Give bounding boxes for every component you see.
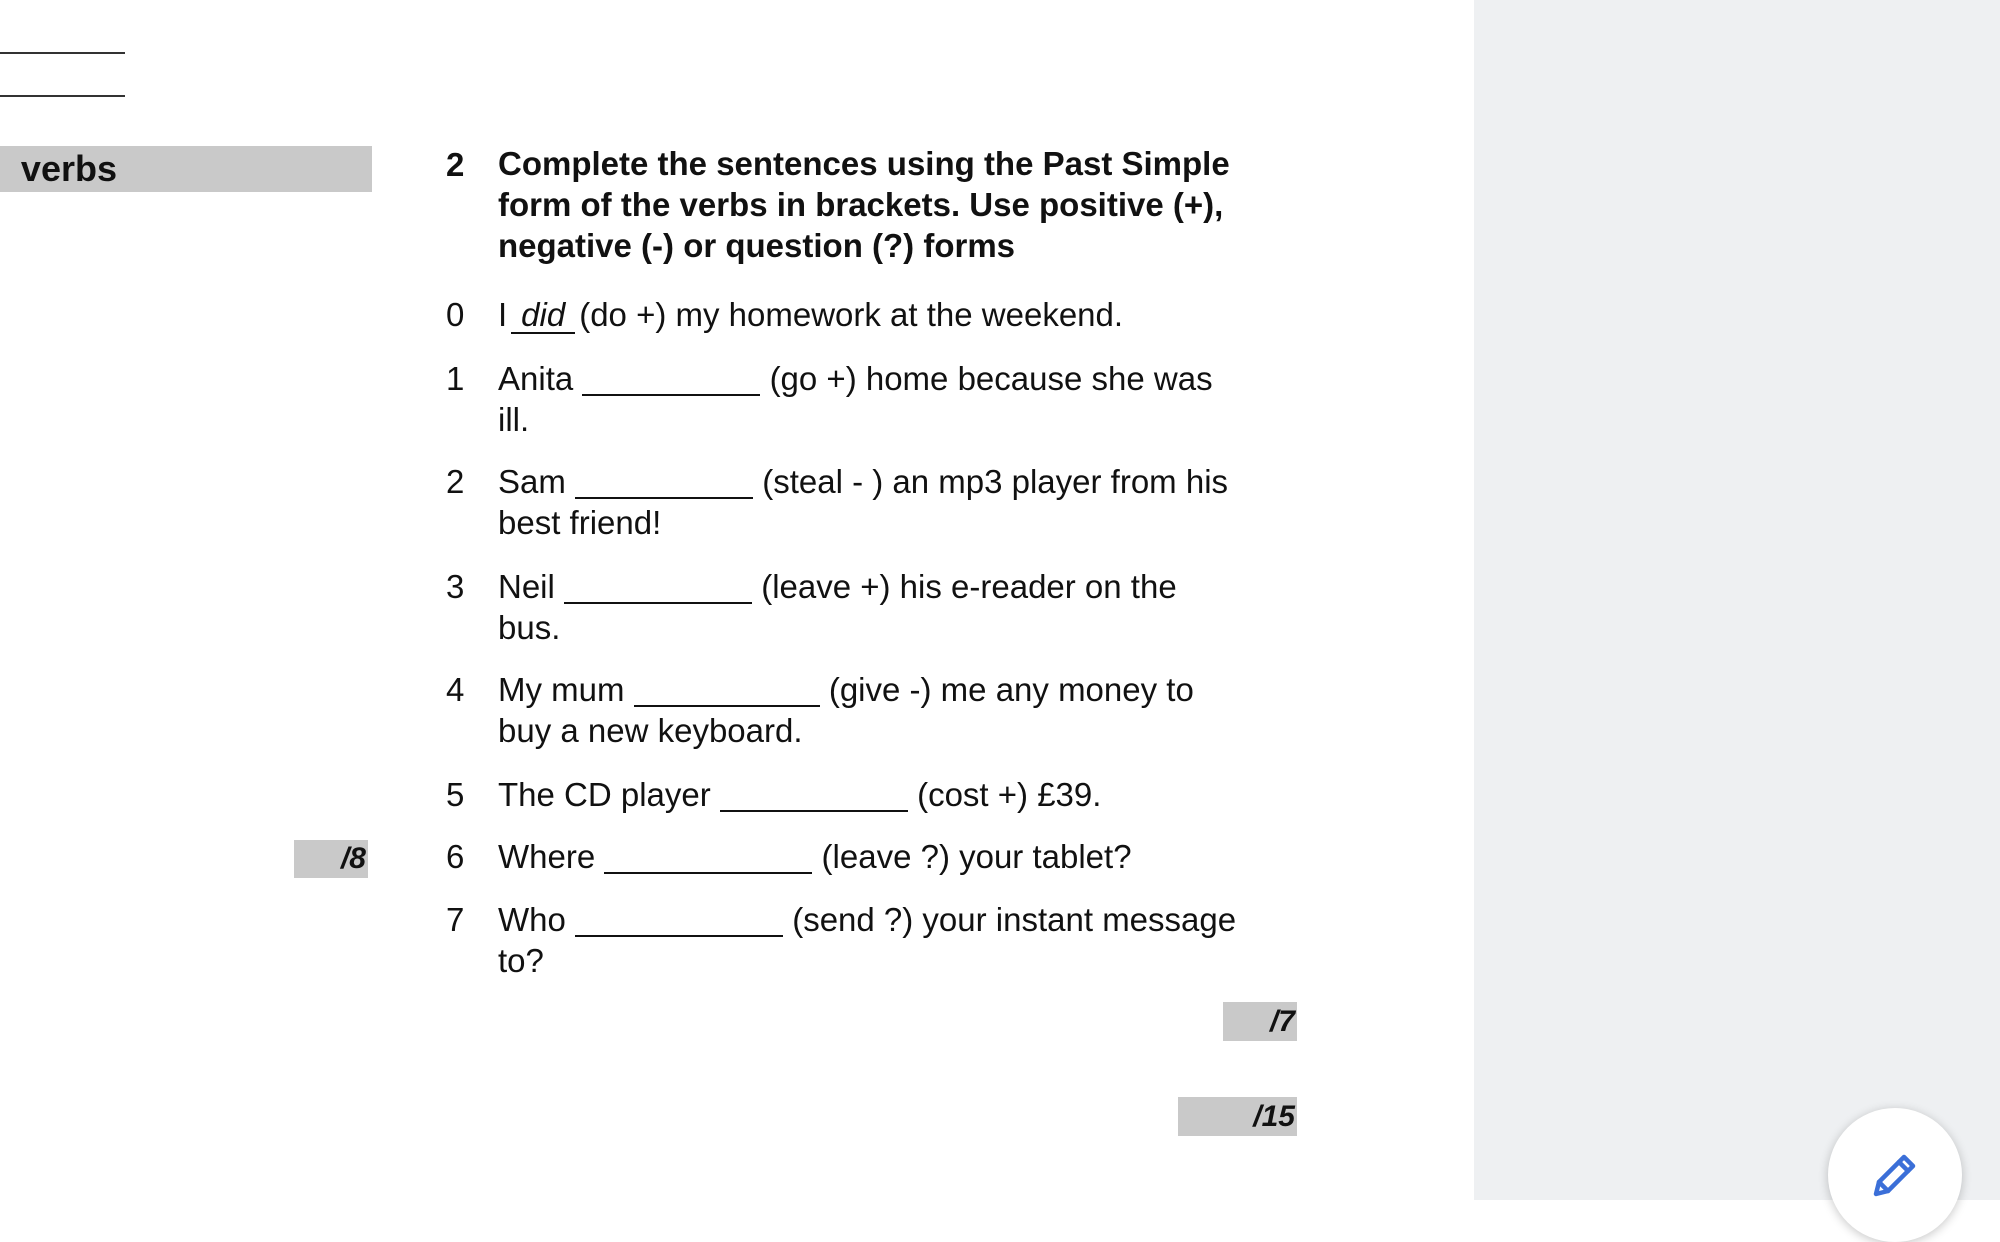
item-rest: (cost +) £39. — [917, 776, 1102, 813]
item-text — [498, 836, 1132, 877]
viewer-side-panel — [1474, 0, 2000, 1200]
answer-blank[interactable] — [564, 568, 752, 604]
item-subject: Anita — [498, 360, 574, 397]
answer-blank[interactable] — [575, 463, 753, 499]
item-text — [498, 669, 1194, 751]
exercise-instructions-line: Complete the sentences using the Past Simple — [498, 145, 1230, 182]
item-rest-line-2: bus. — [498, 609, 561, 646]
item-rest: (steal - ) an mp3 player from his — [762, 463, 1229, 500]
item-rest: (send ?) your instant message — [792, 901, 1237, 938]
total-score: /15 — [1178, 1097, 1297, 1136]
item-text — [498, 358, 1213, 440]
item-subject: Who — [498, 901, 566, 938]
class-line — [0, 95, 125, 97]
item-text — [498, 774, 1101, 815]
item-rest-line-2: buy a new keyboard. — [498, 712, 803, 749]
item-number: 1 — [446, 360, 465, 397]
item-rest-line-2: best friend! — [498, 504, 662, 541]
item-rest: (give -) me any money to — [828, 671, 1194, 708]
section-1-heading-text: verbs — [20, 148, 117, 189]
item-number: 7 — [446, 901, 465, 938]
answer-blank[interactable] — [720, 776, 908, 812]
item-subject: I — [498, 296, 508, 333]
answer-blank[interactable] — [604, 838, 812, 874]
item-subject: Neil — [498, 568, 555, 605]
item-text — [498, 899, 1236, 981]
item-rest: (leave ?) your tablet? — [821, 838, 1132, 875]
item-subject: Where — [498, 838, 596, 875]
item-subject: My mum — [498, 671, 625, 708]
item-rest-line-2: ill. — [498, 401, 530, 438]
item-number: 6 — [446, 838, 465, 875]
item-rest: (go +) home because she was — [769, 360, 1213, 397]
answer-blank[interactable] — [582, 360, 760, 396]
section-1-heading — [0, 146, 372, 192]
item-rest-line-2: to? — [498, 942, 544, 979]
item-number: 4 — [446, 671, 465, 708]
answer-blank[interactable] — [634, 671, 820, 707]
example-answer: did — [511, 294, 575, 334]
exercise-instructions-line: form of the verbs in brackets. Use positive (+), — [498, 186, 1224, 223]
item-rest: (leave +) his e-reader on the — [761, 568, 1177, 605]
exercise-instructions-line: negative (-) or question (?) forms — [498, 227, 1016, 264]
item-rest: (do +) my homework at the weekend. — [579, 296, 1124, 333]
item-number: 2 — [446, 463, 465, 500]
answer-blank[interactable] — [575, 901, 783, 937]
item-text — [498, 566, 1177, 648]
item-text — [498, 461, 1228, 543]
section-1-score: /8 — [294, 840, 368, 878]
item-number: 5 — [446, 776, 465, 813]
name-line — [0, 52, 125, 54]
exercise-instructions — [498, 143, 1318, 266]
item-subject: The CD player — [498, 776, 711, 813]
exercise-score: /7 — [1223, 1002, 1297, 1041]
item-number: 0 — [446, 296, 465, 333]
item-subject: Sam — [498, 463, 566, 500]
exercise-number: 2 — [446, 146, 465, 183]
edit-button[interactable] — [1828, 1108, 1962, 1242]
item-number: 3 — [446, 568, 465, 605]
item-text — [498, 294, 1123, 335]
pencil-icon — [1868, 1148, 1922, 1202]
